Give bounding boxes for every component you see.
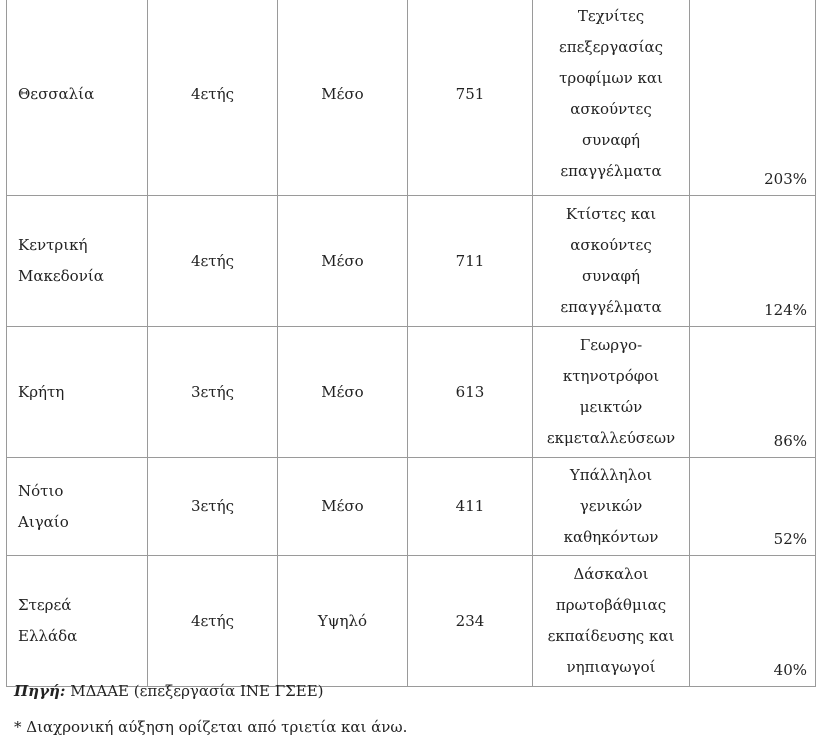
level-cell: Μέσο bbox=[278, 0, 408, 196]
level-cell: Μέσο bbox=[278, 327, 408, 458]
occupation-line: συναφή bbox=[581, 267, 641, 285]
duration-cell: 4ετής bbox=[148, 196, 278, 327]
occupation-line: Δάσκαλοι bbox=[573, 565, 649, 583]
region-text: Κεντρική bbox=[18, 236, 88, 254]
occupation-cell bbox=[533, 196, 690, 327]
growth-cell: 203% bbox=[690, 0, 816, 196]
region-text: Στερεά bbox=[18, 596, 72, 614]
region-text: Αιγαίο bbox=[18, 512, 69, 531]
count-cell: 711 bbox=[408, 196, 533, 327]
table-row bbox=[7, 0, 816, 196]
table-row bbox=[7, 458, 816, 556]
level-cell: Υψηλό bbox=[278, 556, 408, 687]
occupation-line: μεικτών bbox=[579, 398, 643, 416]
level-cell: Μέσο bbox=[278, 458, 408, 556]
table-row bbox=[7, 327, 816, 458]
level-cell: Μέσο bbox=[278, 196, 408, 327]
duration-cell: 3ετής bbox=[148, 458, 278, 556]
count-cell: 411 bbox=[408, 458, 533, 556]
occupation-line: Κτίστες και bbox=[565, 205, 657, 223]
table-row bbox=[7, 196, 816, 327]
source-text: ΜΔΑΑΕ (επεξεργασία ΙΝΕ ΓΣΕΕ) bbox=[65, 682, 324, 700]
occupation-line: Τεχνίτες bbox=[577, 7, 645, 25]
region-text: Κρήτη bbox=[18, 382, 65, 401]
occupation-cell bbox=[533, 327, 690, 458]
region-text: Μακεδονία bbox=[18, 267, 104, 285]
occupation-cell bbox=[533, 556, 690, 687]
growth-cell: 52% bbox=[690, 458, 816, 556]
occupation-line: ασκούντες bbox=[570, 100, 652, 118]
occupation-line: πρωτοβάθμιας bbox=[555, 596, 667, 614]
count-cell: 613 bbox=[408, 327, 533, 458]
region-text: Ελλάδα bbox=[18, 627, 78, 645]
footnote: * Διαχρονική αύξηση ορίζεται από τριετία και άνω. bbox=[14, 718, 408, 736]
occupation-line: επαγγέλματα bbox=[560, 162, 662, 180]
source-label: Πηγή: bbox=[14, 682, 66, 700]
occupation-line: κτηνοτρόφοι bbox=[562, 367, 660, 385]
count-cell: 751 bbox=[408, 0, 533, 196]
region-cell bbox=[7, 0, 148, 196]
growth-cell: 124% bbox=[690, 196, 816, 327]
occupation-line: εκμεταλλεύσεων bbox=[546, 429, 676, 447]
table-row bbox=[7, 556, 816, 687]
duration-cell: 4ετής bbox=[148, 0, 278, 196]
region-text: Θεσσαλία bbox=[18, 84, 95, 103]
source-note bbox=[14, 680, 324, 702]
occupation-line: Υπάλληλοι bbox=[569, 466, 653, 484]
occupation-line: Γεωργο- bbox=[579, 336, 643, 354]
data-table bbox=[6, 0, 816, 687]
growth-cell: 86% bbox=[690, 327, 816, 458]
table-body bbox=[7, 0, 816, 687]
duration-cell: 4ετής bbox=[148, 556, 278, 687]
count-cell: 234 bbox=[408, 556, 533, 687]
occupation-line: επαγγέλματα bbox=[560, 298, 662, 316]
duration-cell: 3ετής bbox=[148, 327, 278, 458]
region-cell bbox=[7, 458, 148, 556]
occupation-line: επεξεργασίας bbox=[559, 38, 663, 56]
occupation-line: τροφίμων και bbox=[559, 69, 663, 87]
occupation-line: γενικών bbox=[579, 497, 643, 515]
occupation-line: νηπιαγωγοί bbox=[566, 658, 656, 676]
occupation-line: ασκούντες bbox=[570, 236, 652, 254]
occupation-line: συναφή bbox=[581, 131, 641, 149]
region-cell bbox=[7, 196, 148, 327]
growth-cell: 40% bbox=[690, 556, 816, 687]
region-cell bbox=[7, 556, 148, 687]
region-text: Νότιο bbox=[18, 481, 64, 500]
occupation-line: εκπαίδευσης και bbox=[547, 627, 675, 645]
occupation-line: καθηκόντων bbox=[563, 528, 659, 546]
occupation-cell bbox=[533, 0, 690, 196]
region-cell bbox=[7, 327, 148, 458]
occupation-cell bbox=[533, 458, 690, 556]
